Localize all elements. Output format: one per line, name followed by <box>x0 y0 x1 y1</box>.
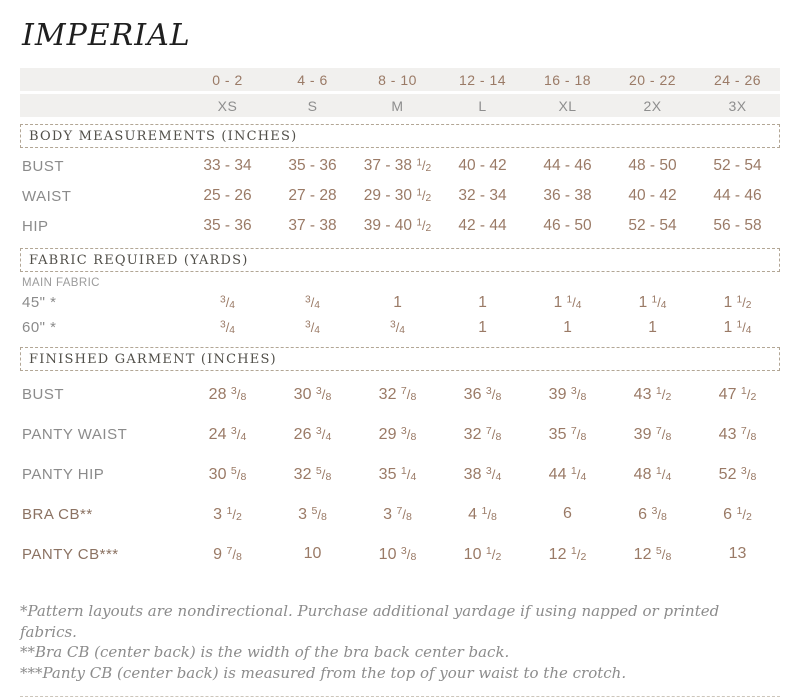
cell-value: 12 $^5/_8$ <box>633 544 672 563</box>
size-range: 24 - 26 <box>713 71 762 88</box>
cell-value: 36 - 38 <box>543 187 592 204</box>
size-code: S <box>307 97 318 114</box>
cell-value: 30 $^3/_8$ <box>293 384 332 403</box>
section-heading-box <box>20 347 780 371</box>
size-code: M <box>391 97 404 114</box>
row-label: PANTY CB*** <box>22 545 119 563</box>
cell-value: 3 $^1/_2$ <box>213 504 242 523</box>
cell-value: 35 $^1/_4$ <box>378 464 417 483</box>
cell-value: 10 <box>303 545 322 562</box>
size-range: 4 - 6 <box>297 71 328 88</box>
table-row <box>20 211 780 241</box>
section-finished-garment-inches <box>20 347 780 574</box>
table-row <box>20 315 780 340</box>
cell-value: 40 - 42 <box>458 157 507 174</box>
cell-value: 39 $^3/_8$ <box>548 384 587 403</box>
section-subheading: MAIN FABRIC <box>22 277 100 289</box>
size-code-row <box>20 94 780 117</box>
size-code: XS <box>217 97 238 114</box>
cell-value: 43 $^7/_8$ <box>718 424 757 443</box>
footnote: *Pattern layouts are nondirectional. Purchase additional yardage if using napped or printed fabrics. <box>20 602 720 641</box>
cell-value: 3 $^7/_8$ <box>383 504 412 523</box>
cell-value: 1 $^1/_4$ <box>553 293 582 311</box>
cell-value: 1 <box>648 318 657 336</box>
cell-value: 52 $^3/_8$ <box>718 464 757 483</box>
cell-value: $^3/_4$ <box>220 318 235 336</box>
size-range: 0 - 2 <box>212 71 243 88</box>
cell-value: 35 - 36 <box>288 157 337 174</box>
cell-value: 25 - 26 <box>203 187 252 204</box>
row-label: 45" * <box>22 294 57 311</box>
row-label: BUST <box>22 385 65 403</box>
cell-value: 1 <box>563 318 572 336</box>
page-title: IMPERIAL <box>22 18 191 53</box>
cell-value: 12 $^1/_2$ <box>548 544 587 563</box>
size-range: 16 - 18 <box>543 71 592 88</box>
section-body-measurements-inches <box>20 124 780 241</box>
size-range: 8 - 10 <box>378 71 417 88</box>
table-row <box>20 494 780 534</box>
size-code: 3X <box>728 97 747 114</box>
cell-value: 6 <box>563 505 572 522</box>
cell-value: 48 - 50 <box>628 157 677 174</box>
cell-value: 44 $^1/_4$ <box>548 464 587 483</box>
cell-value: 35 $^7/_8$ <box>548 424 587 443</box>
cell-value: 52 - 54 <box>628 217 677 234</box>
cell-value: 24 $^3/_4$ <box>208 424 247 443</box>
cell-value: 29 - 30 $^1/_2$ <box>363 187 432 205</box>
row-label: BUST <box>22 157 65 175</box>
section-heading: FABRIC REQUIRED (YARDS) <box>29 253 249 268</box>
cell-value: 9 $^7/_8$ <box>213 544 242 563</box>
row-label: WAIST <box>22 187 72 205</box>
size-code: XL <box>558 97 577 114</box>
cell-value: $^3/_4$ <box>220 293 235 311</box>
size-range: 20 - 22 <box>628 71 677 88</box>
cell-value: 39 $^7/_8$ <box>633 424 672 443</box>
cell-value: 30 $^5/_8$ <box>208 464 247 483</box>
cell-value: 44 - 46 <box>543 157 592 174</box>
table-row <box>20 290 780 315</box>
cell-value: 47 $^1/_2$ <box>718 384 757 403</box>
table-row <box>20 414 780 454</box>
cell-value: 32 - 34 <box>458 187 507 204</box>
footnote: ***Panty CB (center back) is measured from the top of your waist to the crotch. <box>20 664 627 683</box>
cell-value: 29 $^3/_8$ <box>378 424 417 443</box>
cell-value: 37 - 38 $^1/_2$ <box>363 157 432 175</box>
cell-value: 52 - 54 <box>713 157 762 174</box>
cell-value: 1 <box>478 318 487 336</box>
cell-value: 37 - 38 <box>288 217 337 234</box>
section-heading: FINISHED GARMENT (INCHES) <box>29 352 277 367</box>
cell-value: 43 $^1/_2$ <box>633 384 672 403</box>
cell-value: 28 $^3/_8$ <box>208 384 247 403</box>
footnotes <box>20 601 780 684</box>
cell-value: 48 $^1/_4$ <box>633 464 672 483</box>
cell-value: $^3/_4$ <box>305 318 320 336</box>
cell-value: 46 - 50 <box>543 217 592 234</box>
cell-value: $^3/_4$ <box>390 318 405 336</box>
cell-value: 4 $^1/_8$ <box>468 504 497 523</box>
cell-value: 6 $^1/_2$ <box>723 504 752 523</box>
cell-value: 1 $^1/_2$ <box>723 293 752 311</box>
size-code: 2X <box>643 97 662 114</box>
section-heading-box <box>20 124 780 148</box>
size-code: L <box>478 97 487 114</box>
footnote: **Bra CB (center back) is the width of the bra back center back. <box>20 643 510 662</box>
size-range-row <box>20 68 780 91</box>
cell-value: 26 $^3/_4$ <box>293 424 332 443</box>
section-heading-box <box>20 248 780 272</box>
row-label: HIP <box>22 217 49 235</box>
cell-value: 32 $^7/_8$ <box>378 384 417 403</box>
row-label: PANTY HIP <box>22 465 105 483</box>
row-label: 60" * <box>22 319 57 336</box>
cell-value: 3 $^5/_8$ <box>298 504 327 523</box>
row-label: PANTY WAIST <box>22 425 128 443</box>
cell-value: 13 <box>728 545 747 562</box>
cell-value: 32 $^7/_8$ <box>463 424 502 443</box>
cell-value: 33 - 34 <box>203 157 252 174</box>
cell-value: 1 <box>478 293 487 311</box>
cell-value: 10 $^1/_2$ <box>463 544 502 563</box>
cell-value: 36 $^3/_8$ <box>463 384 502 403</box>
section-fabric-required-yards <box>20 248 780 340</box>
cell-value: 39 - 40 $^1/_2$ <box>363 217 432 235</box>
cell-value: 1 $^1/_4$ <box>638 293 667 311</box>
cell-value: 6 $^3/_8$ <box>638 504 667 523</box>
cell-value: 32 $^5/_8$ <box>293 464 332 483</box>
table-row <box>20 374 780 414</box>
cell-value: 56 - 58 <box>713 217 762 234</box>
cell-value: 40 - 42 <box>628 187 677 204</box>
cell-value: 1 $^1/_4$ <box>723 318 752 336</box>
cell-value: 42 - 44 <box>458 217 507 234</box>
table-row <box>20 181 780 211</box>
sections <box>20 124 780 574</box>
table-row <box>20 454 780 494</box>
table-row <box>20 151 780 181</box>
cell-value: 38 $^3/_4$ <box>463 464 502 483</box>
cell-value: 1 <box>393 293 402 311</box>
cell-value: $^3/_4$ <box>305 293 320 311</box>
cell-value: 27 - 28 <box>288 187 337 204</box>
section-heading: BODY MEASUREMENTS (INCHES) <box>29 129 298 144</box>
cell-value: 35 - 36 <box>203 217 252 234</box>
cell-value: 44 - 46 <box>713 187 762 204</box>
row-label: BRA CB** <box>22 505 93 523</box>
table-row <box>20 534 780 574</box>
cell-value: 10 $^3/_8$ <box>378 544 417 563</box>
size-range: 12 - 14 <box>458 71 507 88</box>
